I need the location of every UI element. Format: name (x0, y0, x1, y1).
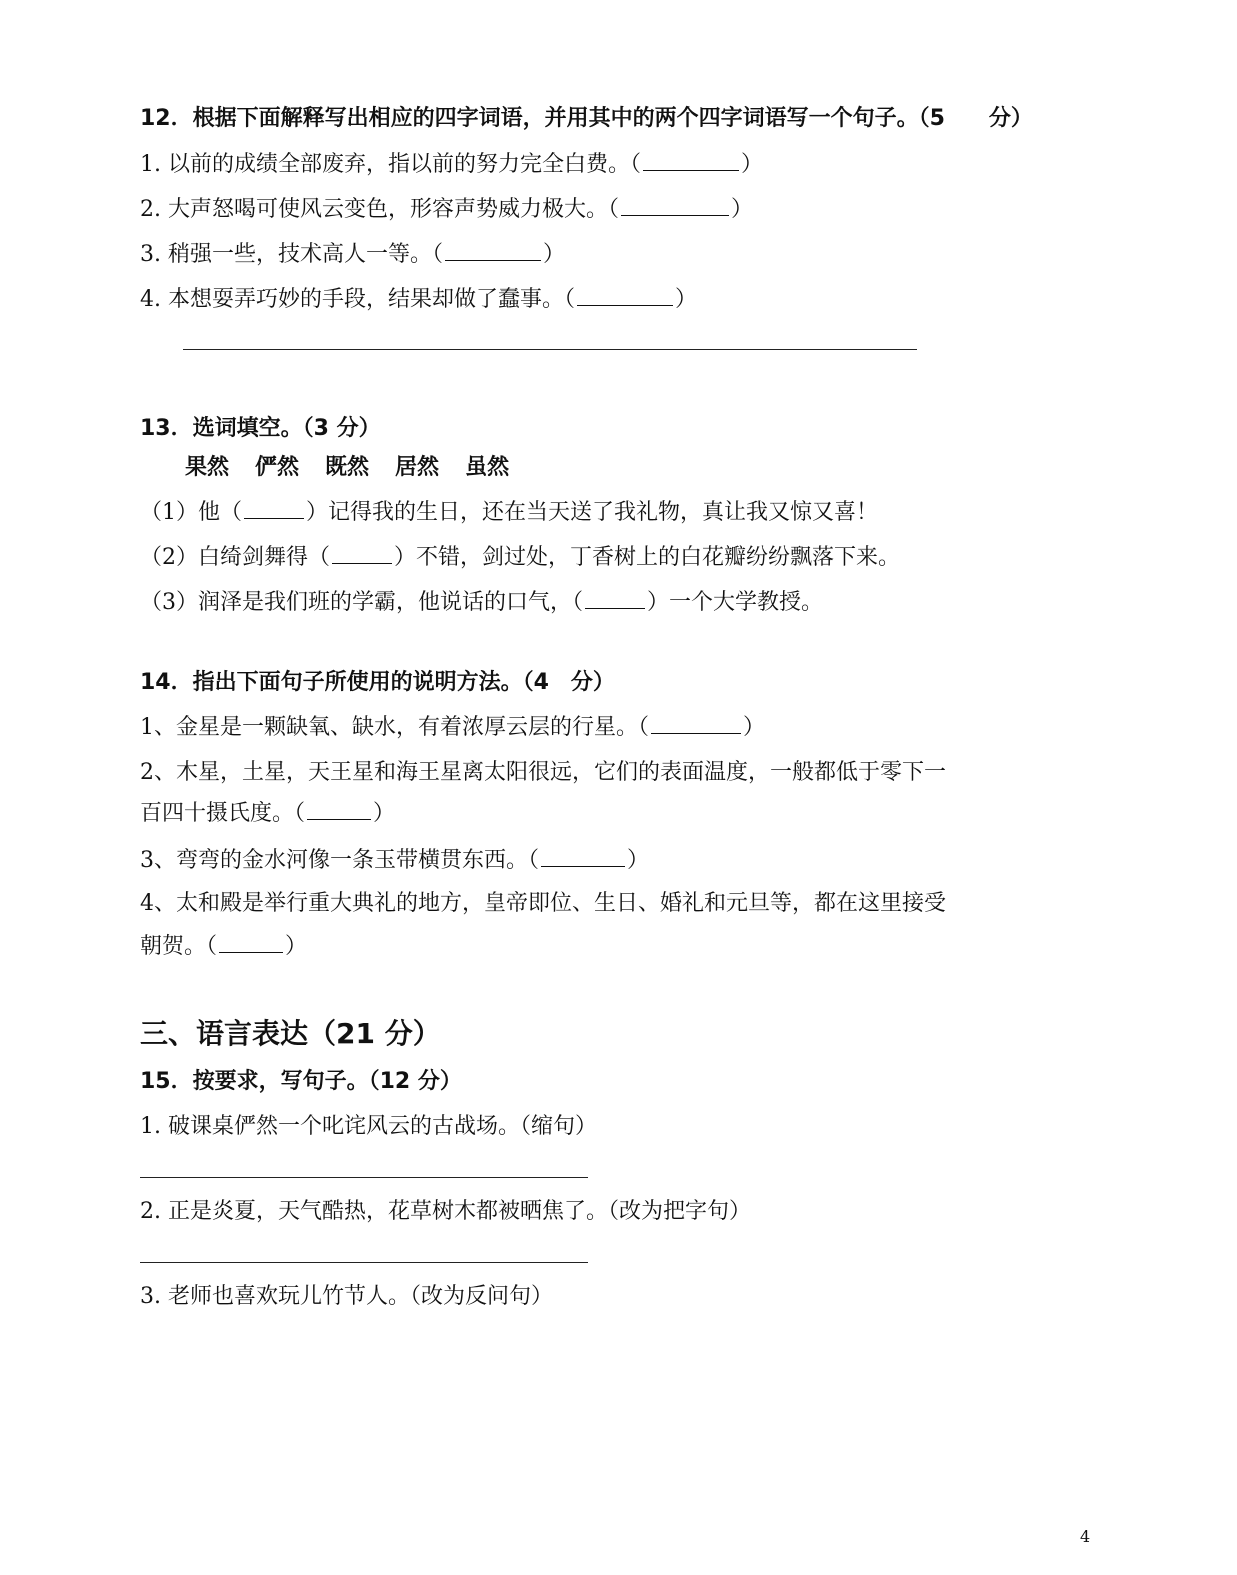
q13-item-1 (140, 495, 878, 526)
word-option: 虽然 (465, 455, 510, 480)
item-text: （3）润泽是我们班的学霸，他说话的口气，（ (140, 590, 583, 615)
item-text: 1、金星是一颗缺氧、缺水，有着浓厚云层的行星。（ (140, 715, 649, 740)
q15-item-2: 2. 正是炎夏，天气酷热，花草树木都被晒焦了。（改为把字句） (140, 1199, 751, 1224)
item-text-after: ）一个大学教授。 (647, 590, 824, 615)
q12-sentence-answer-line[interactable] (183, 349, 917, 350)
item-text: 2. 大声怒喝可使风云变色，形容声势威力极大。（ (140, 197, 619, 222)
item-close: ） (675, 287, 698, 312)
q14-item-4-line-1: 4、太和殿是举行重大典礼的地方，皇帝即位、生日、婚礼和元旦等，都在这里接受 (140, 891, 946, 916)
answer-blank[interactable] (445, 242, 541, 261)
word-option: 居然 (395, 455, 440, 480)
item-text: （1）他（ (140, 500, 242, 525)
q15-item-2-answer-line[interactable] (140, 1262, 588, 1263)
item-close: ） (743, 715, 766, 740)
item-text: 4. 本想耍弄巧妙的手段，结果却做了蠢事。（ (140, 287, 575, 312)
q13-word-options (185, 450, 535, 481)
q13-item-2 (140, 540, 900, 571)
q14-item-2-line-1: 2、木星，土星，天王星和海王星离太阳很远，它们的表面温度，一般都低于零下一 (140, 760, 946, 785)
item-text: （2）白绮剑舞得（ (140, 545, 330, 570)
item-text: 3、弯弯的金水河像一条玉带横贯东西。（ (140, 848, 539, 873)
answer-blank[interactable] (219, 934, 283, 953)
item-close: ） (373, 801, 396, 826)
answer-blank[interactable] (585, 590, 645, 609)
q14-title: 14．指出下面句子所使用的说明方法。（4 分） (140, 670, 615, 695)
q13-title: 13．选词填空。（3 分） (140, 416, 381, 441)
answer-blank[interactable] (244, 500, 304, 519)
answer-blank[interactable] (651, 715, 741, 734)
answer-blank[interactable] (332, 545, 392, 564)
item-text: 3. 稍强一些，技术高人一等。（ (140, 242, 443, 267)
q12-item-3 (140, 237, 565, 268)
word-option: 俨然 (255, 455, 300, 480)
page-number: 4 (1080, 1527, 1091, 1546)
q14-item-2-line-2 (140, 796, 395, 827)
q12-title: 12．根据下面解释写出相应的四字词语，并用其中的两个四字词语写一个句子。（5 分） (140, 106, 1033, 131)
q12-item-1 (140, 147, 763, 178)
item-text: 1. 以前的成绩全部废弃，指以前的努力完全白费。（ (140, 152, 641, 177)
word-option: 既然 (325, 455, 370, 480)
q15-title: 15．按要求，写句子。（12 分） (140, 1069, 462, 1094)
item-close: ） (627, 848, 650, 873)
answer-blank[interactable] (307, 801, 371, 820)
item-text: 百四十摄氏度。（ (140, 801, 306, 826)
answer-blank[interactable] (577, 287, 673, 306)
item-text: 朝贺。（ (140, 934, 218, 959)
q15-item-3: 3. 老师也喜欢玩儿竹节人。（改为反问句） (140, 1284, 553, 1309)
q14-item-4-line-2 (140, 929, 307, 960)
item-close: ） (741, 152, 764, 177)
answer-blank[interactable] (643, 152, 739, 171)
answer-blank[interactable] (541, 848, 625, 867)
item-text-after: ）记得我的生日，还在当天送了我礼物，真让我又惊又喜！ (306, 500, 879, 525)
q14-item-1 (140, 710, 765, 741)
answer-blank[interactable] (621, 197, 729, 216)
q13-item-3 (140, 585, 823, 616)
item-close: ） (542, 242, 565, 267)
section-3-heading: 三、语言表达（21 分） (140, 1017, 441, 1050)
q15-item-1-answer-line[interactable] (140, 1177, 588, 1178)
item-close: ） (731, 197, 754, 222)
item-close: ） (285, 934, 308, 959)
q15-item-1: 1. 破课桌俨然一个叱诧风云的古战场。（缩句） (140, 1114, 597, 1139)
q12-item-2 (140, 192, 753, 223)
word-option: 果然 (185, 455, 230, 480)
q14-item-3 (140, 843, 649, 874)
q12-item-4 (140, 282, 697, 313)
item-text-after: ）不错，剑过处，丁香树上的白花瓣纷纷飘落下来。 (394, 545, 901, 570)
